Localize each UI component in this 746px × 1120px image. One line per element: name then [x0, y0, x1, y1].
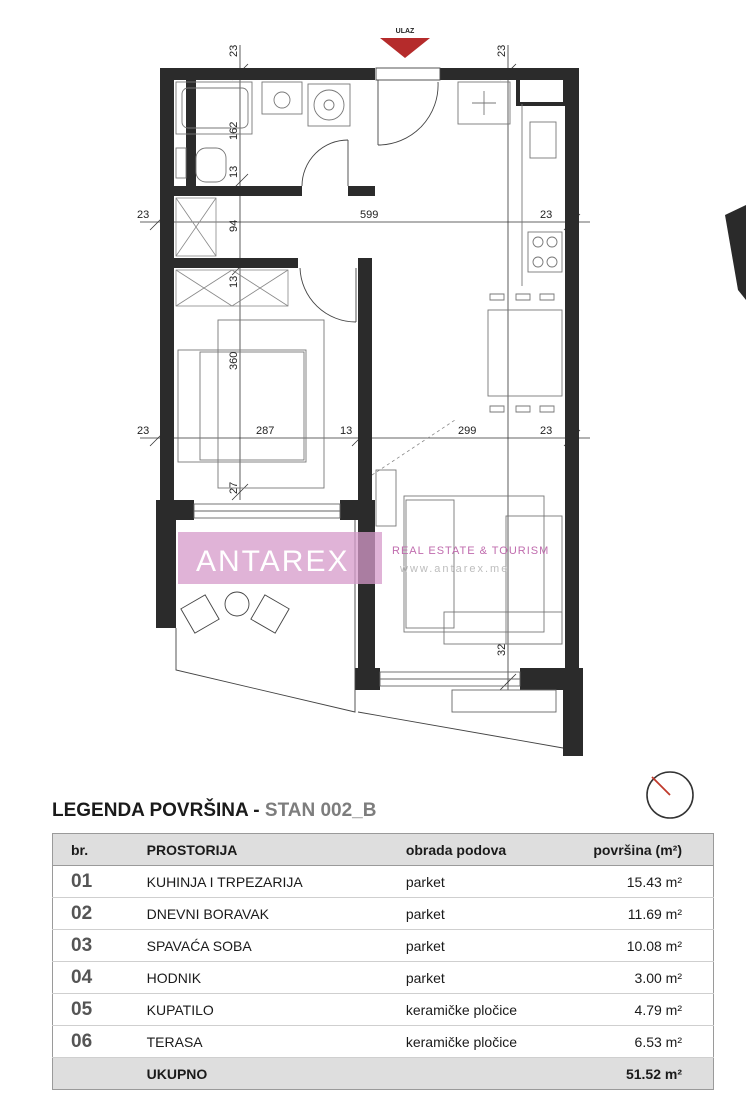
- bed: [178, 320, 324, 488]
- total-row: [53, 1058, 714, 1090]
- legend-unit: STAN 002_B: [264, 800, 377, 821]
- watermark-tagline: REAL ESTATE & TOURISM: [392, 545, 550, 557]
- row-floor: parket: [406, 930, 568, 962]
- north-arrow-icon: [645, 770, 695, 820]
- table-row: [53, 994, 714, 1026]
- row-floor: parket: [406, 898, 568, 930]
- row-room: DNEVNI BORAVAK: [147, 898, 406, 930]
- row-no: 06: [53, 1026, 147, 1058]
- dim-sill-right: 32: [496, 643, 508, 656]
- row-room: KUHINJA I TRPEZARIJA: [147, 866, 406, 898]
- dim-sill-left: 27: [228, 481, 240, 494]
- total-spacer: [53, 1058, 147, 1090]
- row-floor: parket: [406, 866, 568, 898]
- col-header-no: br.: [53, 834, 147, 866]
- dim-living-width: 299: [458, 425, 477, 437]
- row-area: 3.00 m²: [568, 962, 714, 994]
- row-area: 6.53 m²: [568, 1026, 714, 1058]
- dim-top-left: 23: [228, 44, 240, 57]
- dim-top-right: 23: [496, 44, 508, 57]
- legend-title: [52, 800, 376, 822]
- row-area: 10.08 m²: [568, 930, 714, 962]
- dim-right-a: 23: [540, 209, 553, 221]
- table-row: [53, 1026, 714, 1058]
- legend-title-prefix: LEGENDA POVRŠINA -: [52, 800, 265, 821]
- dim-hall-depth: 94: [228, 219, 240, 232]
- bathroom-door: [302, 140, 348, 186]
- row-room: TERASA: [147, 1026, 406, 1058]
- bathroom-fixtures: [176, 82, 350, 182]
- dim-wall-b: 13: [228, 275, 240, 288]
- living-furniture: [376, 470, 562, 644]
- row-no: 05: [53, 994, 147, 1026]
- watermark-url: www.antarex.me: [400, 563, 510, 575]
- row-room: SPAVAĆA SOBA: [147, 930, 406, 962]
- table-row: [53, 962, 714, 994]
- table-row: [53, 866, 714, 898]
- col-header-area: površina (m²): [568, 834, 714, 866]
- bedroom-window: [194, 504, 340, 518]
- hall-wardrobe: [176, 198, 216, 256]
- row-floor: keramičke pločice: [406, 1026, 568, 1058]
- dim-left-b: 23: [137, 425, 150, 437]
- watermark-brand: ANTAREX: [196, 545, 350, 578]
- entrance-door: [376, 68, 440, 145]
- entrance-arrow-icon: [380, 38, 430, 58]
- row-no: 02: [53, 898, 147, 930]
- watermark: [178, 532, 549, 584]
- dim-wall-a: 13: [228, 165, 240, 178]
- row-floor: keramičke pločice: [406, 994, 568, 1026]
- col-header-floor: obrada podova: [406, 834, 568, 866]
- row-no: 01: [53, 866, 147, 898]
- bedroom-door: [300, 268, 356, 322]
- area-table: [52, 833, 714, 1090]
- table-header-row: [53, 834, 714, 866]
- dim-wall-c: 13: [340, 425, 353, 437]
- row-no: 03: [53, 930, 147, 962]
- total-floor-spacer: [406, 1058, 568, 1090]
- dim-bedroom-depth: 360: [228, 351, 240, 370]
- entrance-label: ULAZ: [395, 28, 415, 35]
- row-room: HODNIK: [147, 962, 406, 994]
- kitchen: [458, 82, 562, 286]
- dining-table: [488, 294, 562, 412]
- total-label: UKUPNO: [147, 1058, 406, 1090]
- row-area: 4.79 m²: [568, 994, 714, 1026]
- row-room: KUPATILO: [147, 994, 406, 1026]
- dim-bedroom-width: 287: [256, 425, 275, 437]
- row-area: 11.69 m²: [568, 898, 714, 930]
- dim-left-a: 23: [137, 209, 150, 221]
- col-header-room: PROSTORIJA: [147, 834, 406, 866]
- dim-width-total: 599: [360, 209, 379, 221]
- table-row: [53, 930, 714, 962]
- table-row: [53, 898, 714, 930]
- dim-right-b: 23: [540, 425, 553, 437]
- entrance-marker: [380, 28, 430, 58]
- row-floor: parket: [406, 962, 568, 994]
- row-no: 04: [53, 962, 147, 994]
- row-area: 15.43 m²: [568, 866, 714, 898]
- dim-bath-depth: 162: [228, 121, 240, 140]
- opening-line: [372, 420, 455, 475]
- total-area: 51.52 m²: [568, 1058, 714, 1090]
- neighbour-wall: [725, 205, 746, 300]
